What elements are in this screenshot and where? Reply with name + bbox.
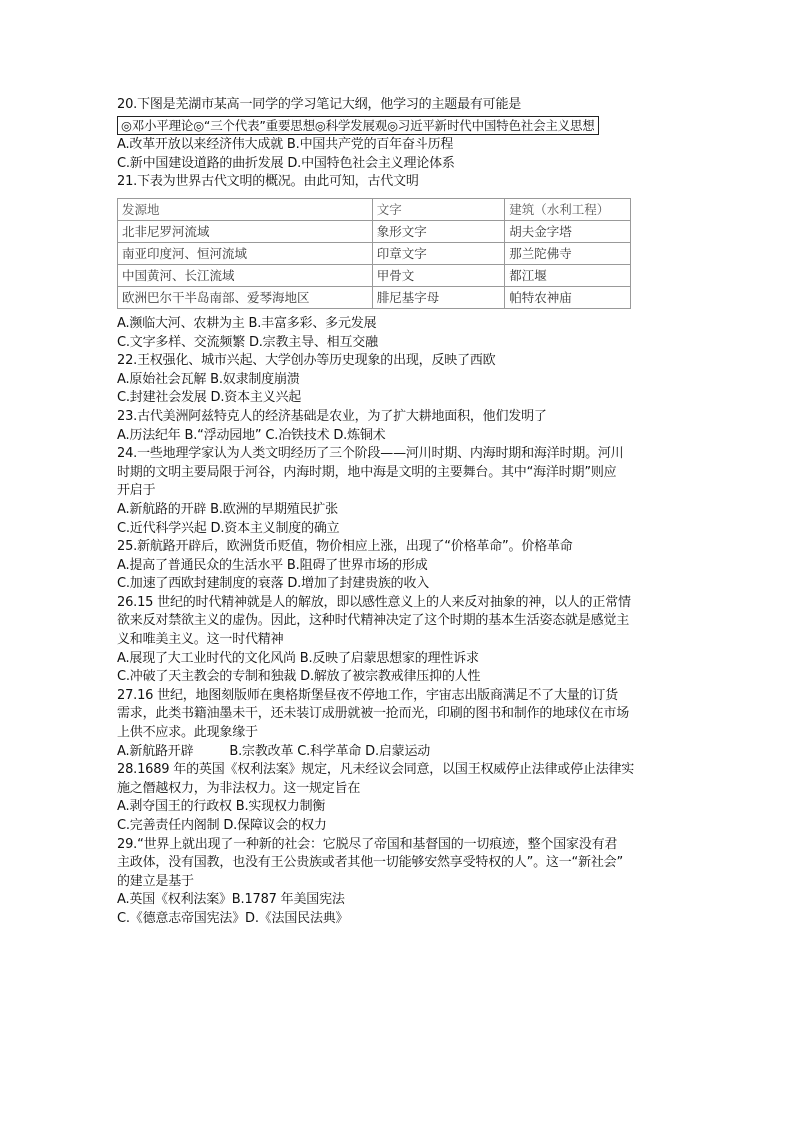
q28-stem-line-1: 28.1689 年的英国《权利法案》规定，凡未经议会同意，以国王权威停止法律或停止法律实: [117, 762, 635, 778]
q24-options-cd: C.近代科学兴起 D.资本主义制度的确立: [117, 520, 340, 536]
q27-stem-line-1: 27.16 世纪，地图刻版师在奥格斯堡昼夜不停地工作，宇宙志出版商满足不了大量的订货: [117, 687, 618, 703]
q28-options-cd: C.完善责任内阁制 D.保障议会的权力: [117, 818, 327, 833]
q28-options-ab: A.剥夺国王的行政权 B.实现权力制衡: [117, 799, 326, 815]
table-cell: 象形文字: [372, 220, 505, 242]
q26-stem-line-1: 26.15 世纪的时代精神就是人的解放，即以感性意义上的人来反对抽象的神，以人的正常情: [117, 594, 631, 610]
table-cell: 都江堰: [505, 264, 631, 286]
table-cell: 印章文字: [372, 242, 505, 264]
q20-options-ab: A.改革开放以来经济伟大成就 B.中国共产党的百年奋斗历程: [117, 137, 454, 153]
q24-stem-line-2: 时期的文明主要局限于河谷，内海时期，地中海是文明的主要舞台。其中“海洋时期”则应: [117, 464, 617, 480]
q23-stem: 23.古代美洲阿兹特克人的经济基础是农业，为了扩大耕地面积，他们发明了: [117, 408, 547, 424]
q29-options-ab: A.英国《权利法案》B.1787 年美国宪法: [117, 892, 345, 908]
q27-stem-line-3: 上供不应求。此现象缘于: [117, 725, 258, 741]
q24-options-ab: A.新航路的开辟 B.欧洲的早期殖民扩张: [117, 501, 338, 517]
q21-options-cd: C.文字多样、交流频繁 D.宗教主导、相互交融: [117, 334, 378, 350]
civilization-table: [117, 198, 631, 309]
table-row: [118, 220, 631, 242]
table-row: [118, 264, 631, 286]
q27-options-bcd: B.宗教改革 C.科学革命 D.启蒙运动: [229, 743, 431, 759]
q26-options-cd: C.冲破了天主教会的专制和独裁 D.解放了被宗教戒律压抑的人性: [117, 669, 481, 685]
table-row: [118, 242, 631, 264]
q27-stem-line-2: 需求，此类书籍油墨未干，还未装订成册就被一抢而光，印刷的图书和制作的地球仪在市场: [117, 706, 630, 722]
q27-option-a: A.新航路开辟: [117, 743, 194, 759]
table-cell: 北非尼罗河流域: [118, 220, 373, 242]
q22-options-cd: C.封建社会发展 D.资本主义兴起: [117, 390, 302, 406]
q29-stem-line-2: 主政体，没有国教，也没有王公贵族或者其他一切能够安然享受特权的人”。这一“新社会”: [117, 855, 624, 871]
table-cell: 欧洲巴尔干半岛南部、爱琴海地区: [118, 286, 373, 308]
q27-options: [117, 743, 677, 762]
q22-stem: 22.王权强化、城市兴起、大学创办等历史现象的出现，反映了西欧: [117, 353, 496, 369]
q25-options-ab: A.提高了普通民众的生活水平 B.阻碍了世界市场的形成: [117, 557, 428, 573]
q26-stem-line-2: 欲来反对禁欲主义的虚伪。因此，这种时代精神决定了这个时期的基本生活姿态就是感觉主: [117, 613, 630, 629]
q20-notes-box: ◎邓小平理论◎“三个代表”重要思想◎科学发展观◎习近平新时代中国特色社会主义思想: [117, 116, 599, 135]
table-header-cell: 建筑（水利工程）: [505, 198, 631, 220]
table-cell: 南亚印度河、恒河流域: [118, 242, 373, 264]
table-header-cell: 文字: [372, 198, 505, 220]
q20-stem: 20.下图是芜湖市某高一同学的学习笔记大纲，他学习的主题最有可能是: [117, 97, 522, 112]
table-cell: 那兰陀佛寺: [505, 242, 631, 264]
table-cell: 甲骨文: [372, 264, 505, 286]
table-header-cell: 发源地: [118, 198, 373, 220]
q29-options-cd: C.《德意志帝国宪法》D.《法国民法典》: [117, 910, 349, 926]
q24-stem-line-3: 开启于: [117, 483, 156, 499]
q20-options-cd: C.新中国建设道路的曲折发展 D.中国特色社会主义理论体系: [117, 155, 455, 171]
table-header-row: [118, 198, 631, 220]
table-row: [118, 286, 631, 308]
q26-stem-line-3: 义和唯美主义。这一时代精神: [117, 632, 284, 648]
table-cell: 帕特农神庙: [505, 286, 631, 308]
q25-stem: 25.新航路开辟后，欧洲货币贬值，物价相应上涨，出现了“价格革命”。价格革命: [117, 539, 573, 555]
q25-options-cd: C.加速了西欧封建制度的衰落 D.增加了封建贵族的收入: [117, 576, 430, 592]
exam-page: [117, 96, 677, 929]
q22-options-ab: A.原始社会瓦解 B.奴隶制度崩溃: [117, 371, 300, 387]
q21-options-ab: A.濒临大河、农耕为主 B.丰富多彩、多元发展: [117, 315, 377, 331]
table-cell: 腓尼基字母: [372, 286, 505, 308]
table-cell: 中国黄河、长江流域: [118, 264, 373, 286]
q24-stem-line-1: 24.一些地理学家认为人类文明经历了三个阶段——河川时期、内海时期和海洋时期。河川: [117, 446, 624, 462]
table-cell: 胡夫金字塔: [505, 220, 631, 242]
q28-stem-line-2: 施之僭越权力，为非法权力。这一规定旨在: [117, 780, 361, 796]
q21-stem: 21.下表为世界古代文明的概况。由此可知，古代文明: [117, 174, 419, 190]
q29-stem-line-3: 的建立是基于: [117, 873, 194, 889]
q26-options-ab: A.展现了大工业时代的文化风尚 B.反映了启蒙思想家的理性诉求: [117, 650, 479, 666]
q23-options: A.历法纪年 B.“浮动园地” C.冶铁技术 D.炼铜术: [117, 427, 386, 443]
q29-stem-line-1: 29.“世界上就出现了一种新的社会：它脱尽了帝国和基督国的一切痕迹，整个国家没有君: [117, 836, 618, 852]
